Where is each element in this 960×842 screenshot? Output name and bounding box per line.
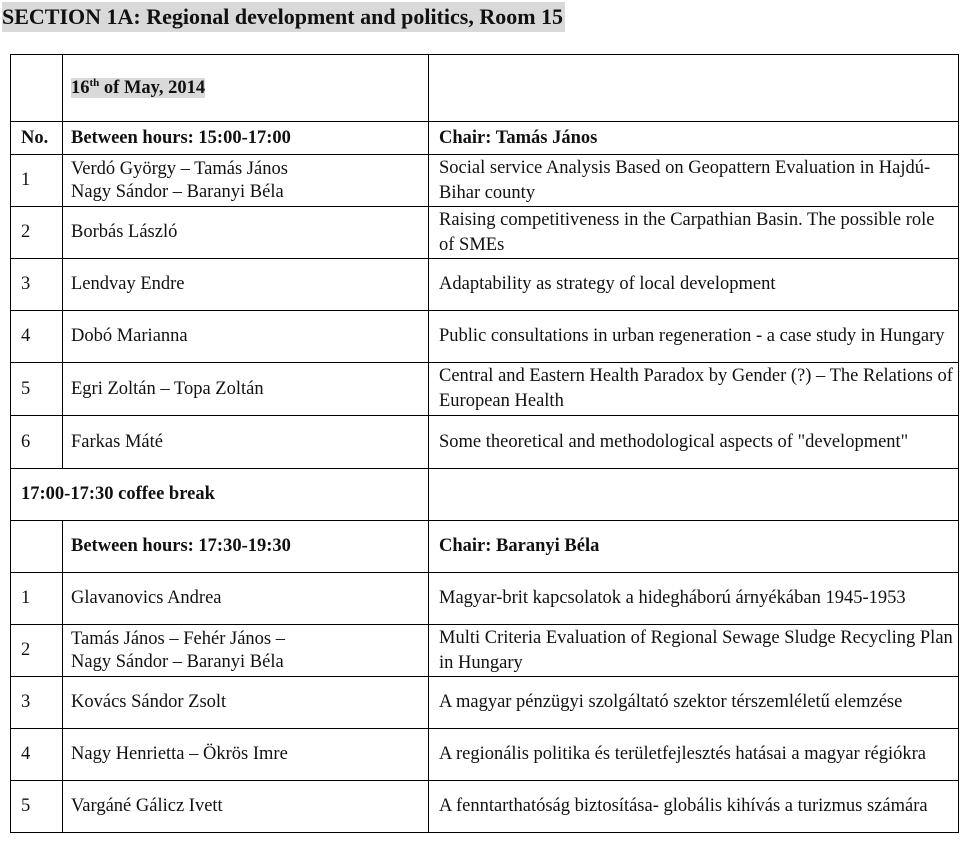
row-authors: Dobó Marianna — [63, 311, 429, 363]
row-authors: Glavanovics Andrea — [63, 573, 429, 625]
table-row — [11, 729, 959, 781]
block2-header-row — [11, 521, 959, 573]
table-row — [11, 573, 959, 625]
table-row — [11, 625, 959, 677]
row-number: 1 — [11, 573, 63, 625]
row-title: Raising competitiveness in the Carpathian Basin. The possible role of SMEs — [429, 207, 959, 259]
section-title: SECTION 1A: Regional development and politics, Room 15 — [2, 2, 565, 32]
row-title: A magyar pénzügyi szolgáltató szektor térszemléletű elemzése — [429, 677, 959, 729]
row-title: Public consultations in urban regeneration - a case study in Hungary — [429, 311, 959, 363]
coffee-break-row — [11, 469, 959, 521]
table-row — [11, 155, 959, 207]
schedule-table — [10, 54, 959, 833]
block1-hours: Between hours: 15:00-17:00 — [63, 122, 429, 155]
row-number: 3 — [11, 677, 63, 729]
row-authors: Lendvay Endre — [63, 259, 429, 311]
block2-chair: Chair: Baranyi Béla — [429, 521, 959, 573]
table-row — [11, 207, 959, 259]
coffee-break: 17:00-17:30 coffee break — [11, 469, 429, 521]
table-row — [11, 259, 959, 311]
table-row — [11, 363, 959, 416]
row-number: 6 — [11, 416, 63, 469]
row-authors: Nagy Henrietta – Ökrös Imre — [63, 729, 429, 781]
row-title: Adaptability as strategy of local development — [429, 259, 959, 311]
row-authors: Farkas Máté — [63, 416, 429, 469]
block1-chair: Chair: Tamás János — [429, 122, 959, 155]
session-date: 16th of May, 2014 — [63, 55, 429, 122]
row-number: 2 — [11, 207, 63, 259]
row-authors: Tamás János – Fehér János – Nagy Sándor – Baranyi Béla — [63, 625, 429, 677]
table-row — [11, 311, 959, 363]
row-authors: Kovács Sándor Zsolt — [63, 677, 429, 729]
row-number: 5 — [11, 363, 63, 416]
row-title: Magyar-brit kapcsolatok a hidegháború árnyékában 1945-1953 — [429, 573, 959, 625]
number-column-header: No. — [11, 122, 63, 155]
date-row — [11, 55, 959, 122]
row-title: A regionális politika és területfejlesztés hatásai a magyar régiókra — [429, 729, 959, 781]
row-number: 1 — [11, 155, 63, 207]
row-number: 4 — [11, 311, 63, 363]
table-row — [11, 677, 959, 729]
row-number: 4 — [11, 729, 63, 781]
table-row — [11, 781, 959, 833]
table-row — [11, 416, 959, 469]
block1-header-row — [11, 122, 959, 155]
row-number: 2 — [11, 625, 63, 677]
row-title: Multi Criteria Evaluation of Regional Sewage Sludge Recycling Plan in Hungary — [429, 625, 959, 677]
row-title: Central and Eastern Health Paradox by Gender (?) – The Relations of European Health — [429, 363, 959, 416]
row-number: 5 — [11, 781, 63, 833]
row-title: Social service Analysis Based on Geopattern Evaluation in Hajdú-Bihar county — [429, 155, 959, 207]
row-authors: Borbás László — [63, 207, 429, 259]
row-authors: Egri Zoltán – Topa Zoltán — [63, 363, 429, 416]
row-number: 3 — [11, 259, 63, 311]
row-authors: Vargáné Gálicz Ivett — [63, 781, 429, 833]
row-title: A fenntarthatóság biztosítása- globális kihívás a turizmus számára — [429, 781, 959, 833]
block2-hours: Between hours: 17:30-19:30 — [63, 521, 429, 573]
row-title: Some theoretical and methodological aspects of "development" — [429, 416, 959, 469]
row-authors: Verdó György – Tamás János Nagy Sándor – Baranyi Béla — [63, 155, 429, 207]
